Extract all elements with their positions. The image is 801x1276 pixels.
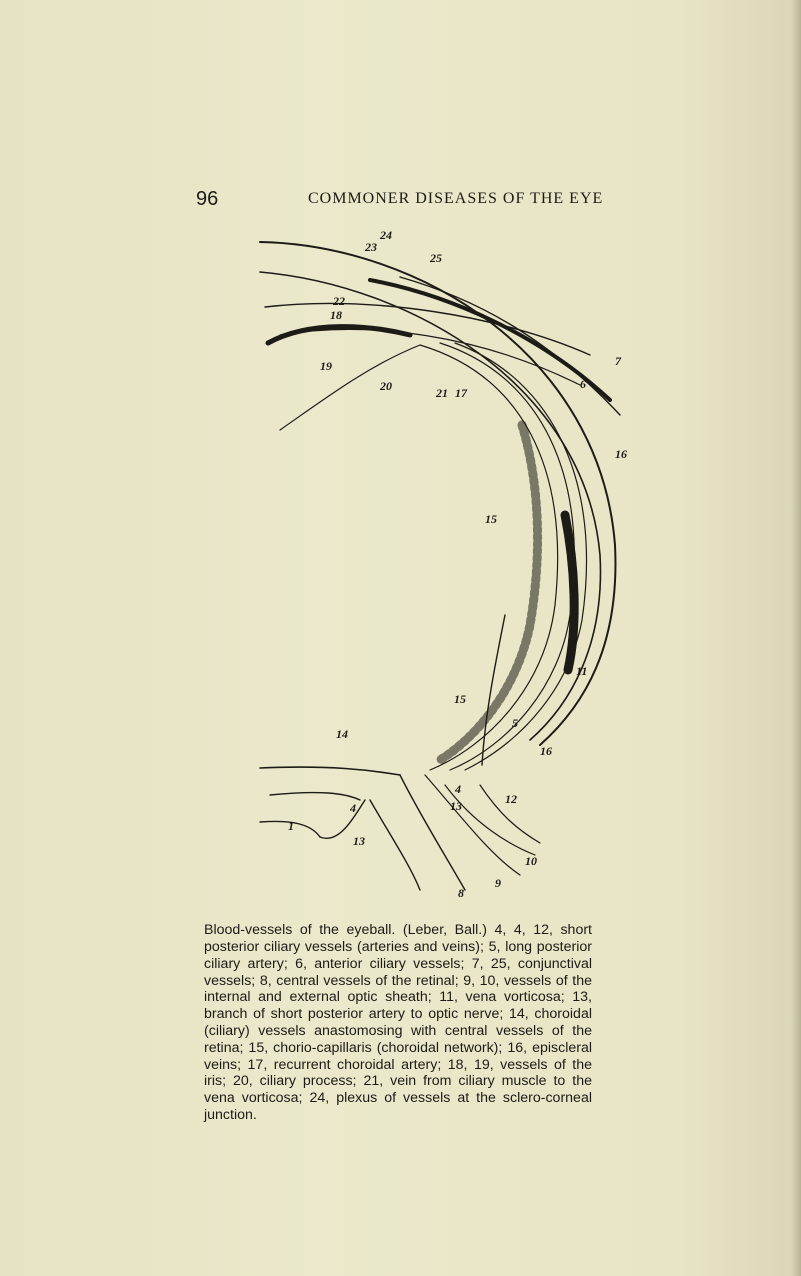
label-17: 17 <box>455 386 467 400</box>
sclera-outer-line <box>260 242 615 745</box>
chorio-capillaris-texture <box>440 425 538 760</box>
label-9: 9 <box>495 876 501 890</box>
label-12: 12 <box>505 792 517 806</box>
label-1: 1 <box>288 819 294 833</box>
label-6: 6 <box>580 377 586 391</box>
label-19: 19 <box>320 359 332 373</box>
label-23: 23 <box>365 240 377 254</box>
lens-curve <box>280 345 420 430</box>
sclera-inner-line <box>260 272 600 740</box>
optic-sheath-upper <box>260 767 400 775</box>
label-13-upper: 13 <box>450 799 462 813</box>
page-header <box>0 188 801 214</box>
label-10: 10 <box>525 854 537 868</box>
vena-vorticosa <box>565 515 574 670</box>
eyeball-vessels-illustration <box>250 225 640 905</box>
label-11: 11 <box>576 664 588 678</box>
label-18: 18 <box>330 308 342 322</box>
optic-sheath-mid <box>270 793 360 800</box>
central-retinal-vessel <box>425 775 520 875</box>
anatomical-drawing <box>250 225 640 905</box>
label-15-lower: 15 <box>454 692 466 706</box>
label-21: 21 <box>436 386 448 400</box>
iris-band <box>268 327 410 343</box>
label-8: 8 <box>458 886 464 900</box>
optic-nerve-edge-2 <box>370 800 420 890</box>
label-4-upper: 4 <box>455 782 461 796</box>
label-15-upper: 15 <box>485 512 497 526</box>
label-14: 14 <box>336 727 348 741</box>
label-13-lower: 13 <box>353 834 365 848</box>
label-20: 20 <box>380 379 392 393</box>
figure-caption: Blood-vessels of the eyeball. (Leber, Ball.) 4, 4, 12, short posterior ciliary vessels (arteries and veins); 5, long posterior ciliary artery; 6, anterior ciliary vessels; 7, 25, conjunctival vessels; 8, central vessels of the retinal; 9, 10, vessels of the internal and external optic sheath; 11, vena vorticosa; 13, branch of short posterior artery to optic nerve; 14, choroidal (ciliary) vessels anastomosing with central vessels of the retina; 15, chorio-capillaris (choroidal network); 16, episcleral veins; 17, recurrent choroidal artery; 18, 19, vessels of the iris; 20, ciliary process; 21, vein from ciliary muscle to the vena vorticosa; 24, plexus of vessels at the sclero-corneal junction. <box>204 922 592 1123</box>
label-25: 25 <box>430 251 442 265</box>
page-number: 96 <box>196 188 219 210</box>
optic-nerve-curve <box>320 800 365 838</box>
label-16-lower: 16 <box>540 744 552 758</box>
label-5: 5 <box>512 716 518 730</box>
cornea-line <box>280 329 580 385</box>
label-24: 24 <box>380 228 392 242</box>
label-7: 7 <box>615 354 621 368</box>
label-22: 22 <box>333 294 345 308</box>
label-4-lower: 4 <box>350 801 356 815</box>
label-16-upper: 16 <box>615 447 627 461</box>
choroid-arc <box>455 343 587 770</box>
running-title: COMMONER DISEASES OF THE EYE <box>308 190 604 207</box>
